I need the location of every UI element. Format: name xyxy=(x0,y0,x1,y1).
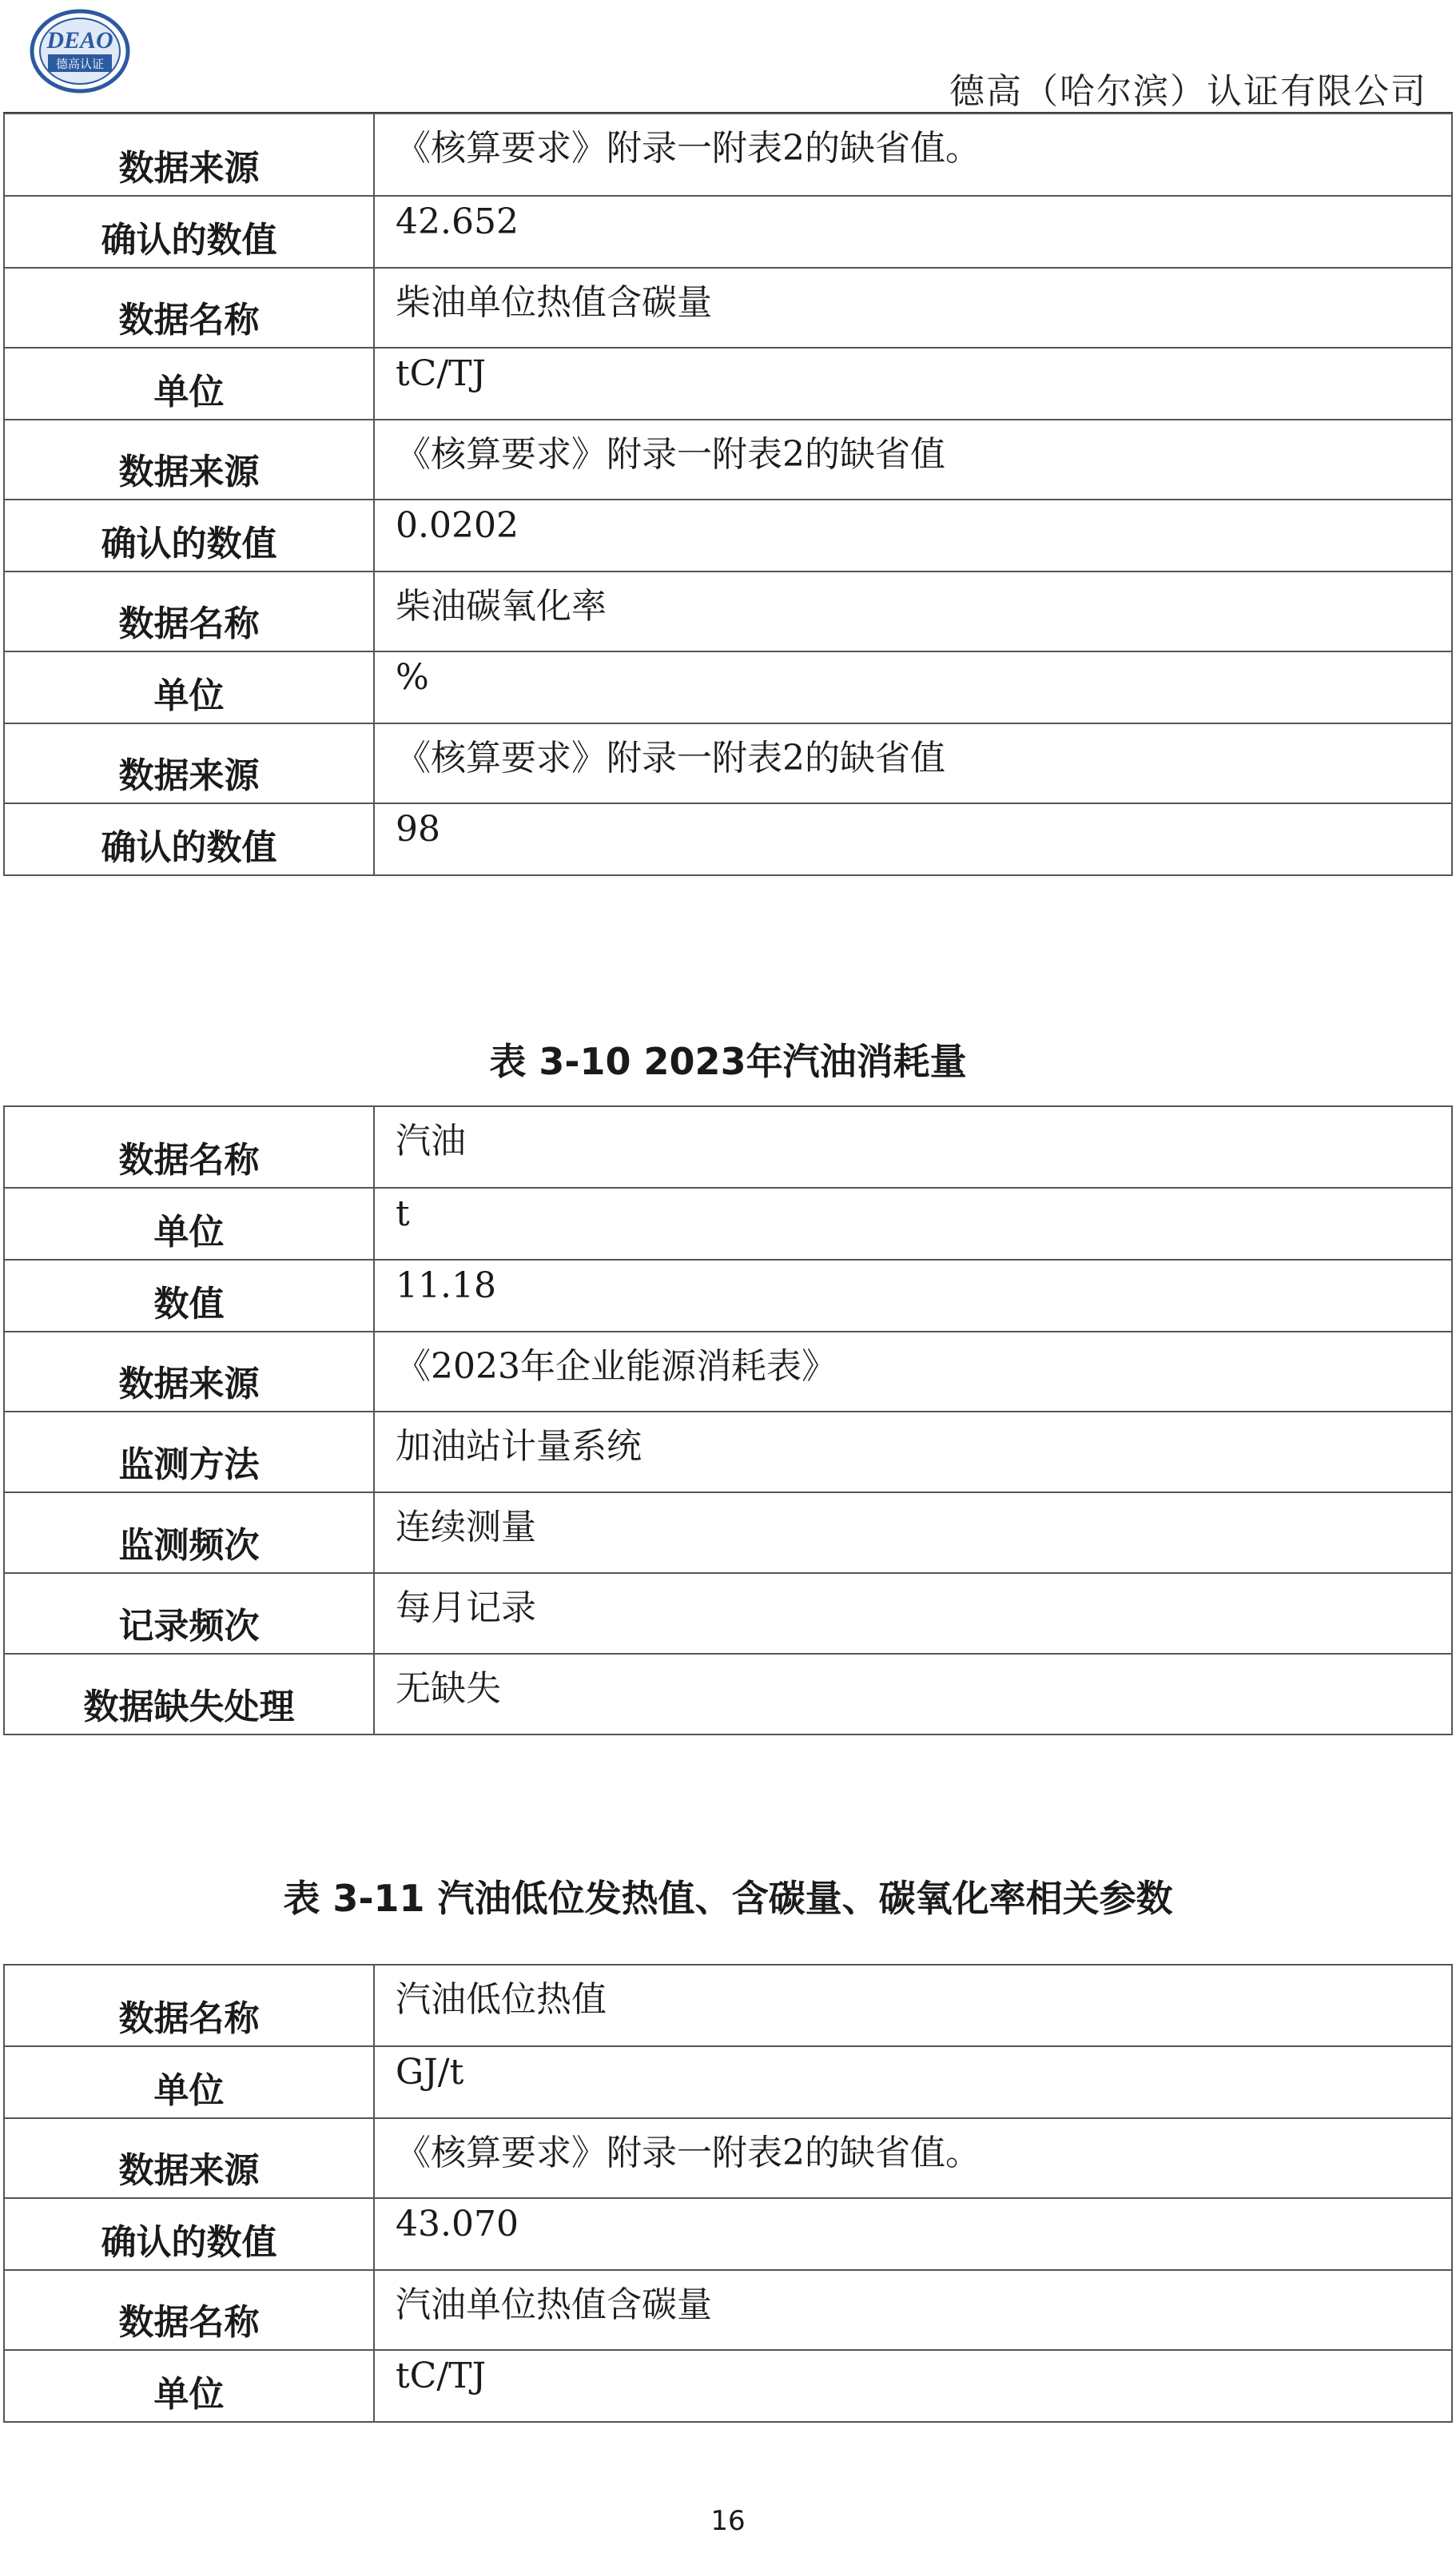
row-label: 数据来源 xyxy=(4,114,374,196)
row-value: 《2023年企业能源消耗表》 xyxy=(374,1332,1452,1412)
row-label: 数据缺失处理 xyxy=(4,1654,374,1735)
gasoline-consumption-table xyxy=(3,1105,1453,1735)
row-value: % xyxy=(374,651,1452,723)
row-value: 《核算要求》附录一附表2的缺省值。 xyxy=(374,2118,1452,2198)
row-label: 监测频次 xyxy=(4,1492,374,1573)
row-value: 无缺失 xyxy=(374,1654,1452,1735)
row-label: 单位 xyxy=(4,1188,374,1260)
row-label: 数据来源 xyxy=(4,420,374,500)
row-value: 11.18 xyxy=(374,1260,1452,1332)
row-label: 单位 xyxy=(4,2350,374,2422)
row-label: 数据名称 xyxy=(4,572,374,651)
gasoline-parameters-table xyxy=(3,1964,1453,2423)
row-value: 《核算要求》附录一附表2的缺省值 xyxy=(374,723,1452,803)
row-value: tC/TJ xyxy=(374,348,1452,420)
row-label: 监测方法 xyxy=(4,1412,374,1492)
row-label: 数据名称 xyxy=(4,1965,374,2046)
row-value: 柴油单位热值含碳量 xyxy=(374,268,1452,348)
row-label: 数据来源 xyxy=(4,723,374,803)
row-label: 确认的数值 xyxy=(4,2198,374,2270)
row-label: 单位 xyxy=(4,348,374,420)
row-value: 汽油单位热值含碳量 xyxy=(374,2270,1452,2350)
row-value: GJ/t xyxy=(374,2046,1452,2118)
row-value: 汽油 xyxy=(374,1106,1452,1188)
row-label: 确认的数值 xyxy=(4,803,374,875)
row-label: 数据名称 xyxy=(4,268,374,348)
svg-text:德高认证: 德高认证 xyxy=(55,57,105,71)
row-value: 连续测量 xyxy=(374,1492,1452,1573)
row-value: 43.070 xyxy=(374,2198,1452,2270)
row-label: 确认的数值 xyxy=(4,500,374,572)
row-label: 确认的数值 xyxy=(4,196,374,268)
row-value: 42.652 xyxy=(374,196,1452,268)
row-value: 0.0202 xyxy=(374,500,1452,572)
row-label: 数据名称 xyxy=(4,1106,374,1188)
row-value: 每月记录 xyxy=(374,1573,1452,1654)
company-name: 德高（哈尔滨）认证有限公司 xyxy=(949,71,1427,112)
row-label: 数据来源 xyxy=(4,1332,374,1412)
table-3-10-caption: 表 3-10 2023年汽油消耗量 xyxy=(489,1040,967,1083)
row-value: tC/TJ xyxy=(374,2350,1452,2422)
table-3-11-caption: 表 3-11 汽油低位发热值、含碳量、碳氧化率相关参数 xyxy=(283,1877,1173,1920)
row-label: 单位 xyxy=(4,2046,374,2118)
svg-text:DEAO: DEAO xyxy=(46,27,113,54)
row-label: 数据名称 xyxy=(4,2270,374,2350)
row-value: 加油站计量系统 xyxy=(374,1412,1452,1492)
row-value: 汽油低位热值 xyxy=(374,1965,1452,2046)
row-value: 98 xyxy=(374,803,1452,875)
row-value: 柴油碳氧化率 xyxy=(374,572,1452,651)
row-value: t xyxy=(374,1188,1452,1260)
company-logo xyxy=(27,6,133,96)
row-label: 数据来源 xyxy=(4,2118,374,2198)
row-label: 记录频次 xyxy=(4,1573,374,1654)
row-value: 《核算要求》附录一附表2的缺省值。 xyxy=(374,114,1452,196)
row-label: 数值 xyxy=(4,1260,374,1332)
diesel-parameters-table xyxy=(3,113,1453,876)
row-label: 单位 xyxy=(4,651,374,723)
page-number: 16 xyxy=(710,2505,746,2537)
row-value: 《核算要求》附录一附表2的缺省值 xyxy=(374,420,1452,500)
